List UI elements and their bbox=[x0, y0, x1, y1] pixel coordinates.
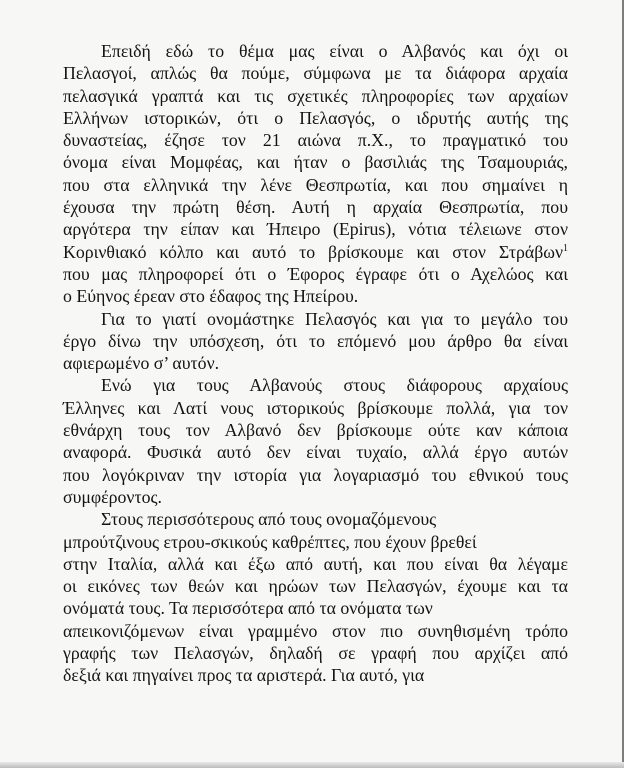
text-line: που μας πληροφορεί ότι ο Έφορος έγραφε ότι ο Αχελώος και bbox=[63, 263, 568, 284]
footnote-marker: 1 bbox=[563, 242, 568, 254]
text-line: Επειδή εδώ το θέμα μας είναι ο Αλβανός και όχι οι bbox=[101, 41, 568, 61]
text-line: μπρούτζινους ετρου-σκικούς καθρέπτες, που έχουν βρεθεί bbox=[63, 531, 477, 552]
text-line: απεικονιζόμενων είναι γραμμένο στον πιο συνηθισμένη τρόπο bbox=[63, 620, 568, 641]
text-line: όνομα είναι Μομφέας, και ήταν ο βασιλιάς της Τσαμουριάς, bbox=[63, 152, 568, 173]
text-line: Στους περισσότερους από τους ονομαζόμενους bbox=[101, 509, 437, 530]
text-line: Πελασγοί, απλώς θα πούμε, σύμφωνα με τα διάφορα αρχαία bbox=[63, 63, 568, 84]
text-line: ονόματά τους. Τα περισσότερα από τα ονόματα των bbox=[63, 598, 433, 619]
text-line: Ελλήνων ιστορικών, ότι ο Πελασγός, ο ιδρυτής αυτής της bbox=[63, 107, 568, 128]
text-line: Έλληνες και Λατί νους ιστορικούς βρίσκουμε πολλά, για τον bbox=[63, 397, 568, 418]
text-fragment: Κορινθιακό κόλπο και αυτό το βρίσκουμε και στον Στράβων bbox=[63, 241, 563, 262]
text-line: ο Εύηνος έρεαν στο έδαφος της Ηπείρου. bbox=[63, 286, 359, 307]
text-line: στην Ιταλία, αλλά και έξω από αυτή, και που είναι θα λέγαμε bbox=[63, 553, 568, 574]
text-line: γραφής των Πελασγών, δηλαδή σε γραφή που αρχίζει από bbox=[63, 643, 568, 664]
text-line: οι εικόνες των θεών και ηρώων των Πελασγών, έχουμε και τα bbox=[63, 576, 568, 597]
text-line: συμφέροντος. bbox=[63, 486, 162, 507]
paragraph bbox=[63, 40, 568, 308]
paragraph bbox=[63, 308, 568, 375]
paragraph bbox=[63, 374, 568, 508]
paragraph bbox=[63, 508, 568, 686]
text-line: Για το γιατί ονομάστηκε Πελασγός και για το μεγάλο του bbox=[101, 308, 568, 329]
text-line: πελασγικά γραπτά και τις σχετικές πληροφορίες των αρχαίων bbox=[63, 85, 568, 106]
text-line: που στα ελληνικά την λένε Θεσπρωτία, και που σημαίνει η bbox=[63, 174, 568, 195]
text-line: εθνάρχη τους τον Αλβανό δεν βρίσκουμε ούτε καν κάποια bbox=[63, 420, 568, 441]
body-text bbox=[63, 40, 568, 687]
text-line: που λογόκριναν την ιστορία για λογαριασμό του εθνικού τους bbox=[63, 464, 568, 485]
text-line: δεξιά και πηγαίνει προς τα αριστερά. Για αυτό, για bbox=[63, 665, 425, 686]
text-line: δυναστείας, έζησε τον 21 αιώνα π.Χ., το πραγματικό του bbox=[63, 130, 568, 151]
text-line: αργότερα την είπαν και Ήπειρο (Epirus), νότια τέλειωνε στον bbox=[63, 219, 568, 240]
text-line: έργο δίνω την υπόσχεση, ότι το επόμενό μου άρθρο θα είναι bbox=[63, 330, 568, 351]
text-line: αναφορά. Φυσικά αυτό δεν είναι τυχαίο, αλλά έργο αυτών bbox=[63, 442, 568, 463]
text-line: έχουσα την πρώτη θέση. Αυτή η αρχαία Θεσπρωτία, που bbox=[63, 197, 568, 218]
text-line-with-footnote bbox=[63, 241, 568, 263]
text-line: Ενώ για τους Αλβανούς στους διάφορους αρχαίους bbox=[101, 375, 568, 396]
text-line: αφιερωμένο σ’ αυτόν. bbox=[63, 353, 220, 374]
